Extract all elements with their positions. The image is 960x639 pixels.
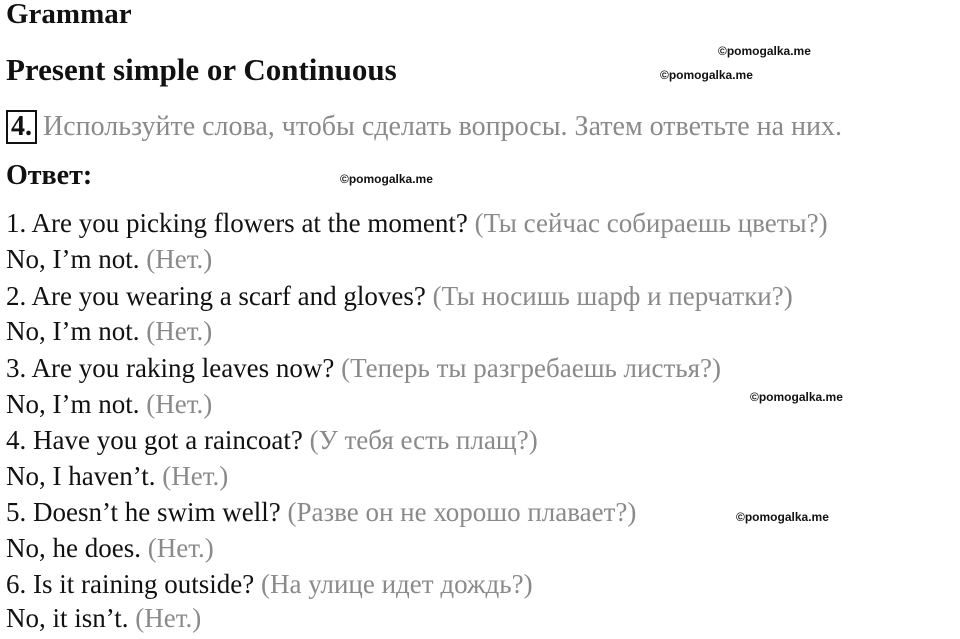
watermark: ©pomogalka.me (718, 44, 811, 58)
answer-line (6, 497, 636, 528)
page-subtitle: Present simple or Continuous (6, 52, 397, 87)
task-instruction-row (6, 110, 842, 144)
english-text: 5. Doesn’t he swim well? (6, 497, 281, 527)
section-title: Grammar (6, 0, 132, 30)
answer-line (6, 353, 721, 384)
english-text: 2. Are you wearing a scarf and gloves? (6, 281, 433, 311)
answer-line (6, 533, 214, 564)
english-text: 3. Are you raking leaves now? (6, 353, 335, 383)
russian-translation: (Нет.) (155, 461, 229, 491)
task-number: 4. (6, 110, 37, 144)
russian-translation: (Ты носишь шарф и перчатки?) (432, 281, 793, 311)
answer-line (6, 389, 212, 420)
answer-line (6, 316, 212, 347)
answer-line (6, 244, 212, 275)
watermark: ©pomogalka.me (660, 68, 753, 82)
answer-line (6, 603, 201, 634)
russian-translation: (На улице идет дождь?) (254, 569, 533, 599)
russian-translation: (Нет.) (139, 389, 213, 419)
english-text: No, I’m not. (6, 244, 140, 274)
watermark: ©pomogalka.me (750, 390, 843, 404)
answer-line (6, 461, 228, 492)
english-text: No, I’m not. (6, 389, 140, 419)
english-text: No, he does. (6, 533, 141, 563)
answer-line (6, 569, 533, 600)
english-text: 1. Are you picking flowers at the moment? (6, 208, 468, 238)
english-text: No, I haven’t. (6, 461, 156, 491)
russian-translation: (У тебя есть плащ?) (302, 425, 538, 455)
russian-translation: (Ты сейчас собираешь цветы?) (467, 208, 828, 238)
answer-line (6, 281, 793, 312)
watermark: ©pomogalka.me (340, 172, 433, 186)
english-text: No, it isn’t. (6, 603, 129, 633)
russian-translation: (Нет.) (139, 244, 213, 274)
watermark: ©pomogalka.me (736, 510, 829, 524)
answer-line (6, 208, 828, 239)
english-text: 4. Have you got a raincoat? (6, 425, 303, 455)
russian-translation: (Теперь ты разгребаешь листья?) (334, 353, 721, 383)
english-text: 6. Is it raining outside? (6, 569, 255, 599)
english-text: No, I’m not. (6, 316, 140, 346)
russian-translation: (Нет.) (140, 533, 214, 563)
russian-translation: (Разве он не хорошо плавает?) (280, 497, 637, 527)
russian-translation: (Нет.) (128, 603, 202, 633)
answer-label: Ответ: (6, 160, 93, 191)
answer-line (6, 425, 538, 456)
task-instruction: Используйте слова, чтобы сделать вопросы. Затем ответьте на них. (43, 111, 842, 142)
russian-translation: (Нет.) (139, 316, 213, 346)
